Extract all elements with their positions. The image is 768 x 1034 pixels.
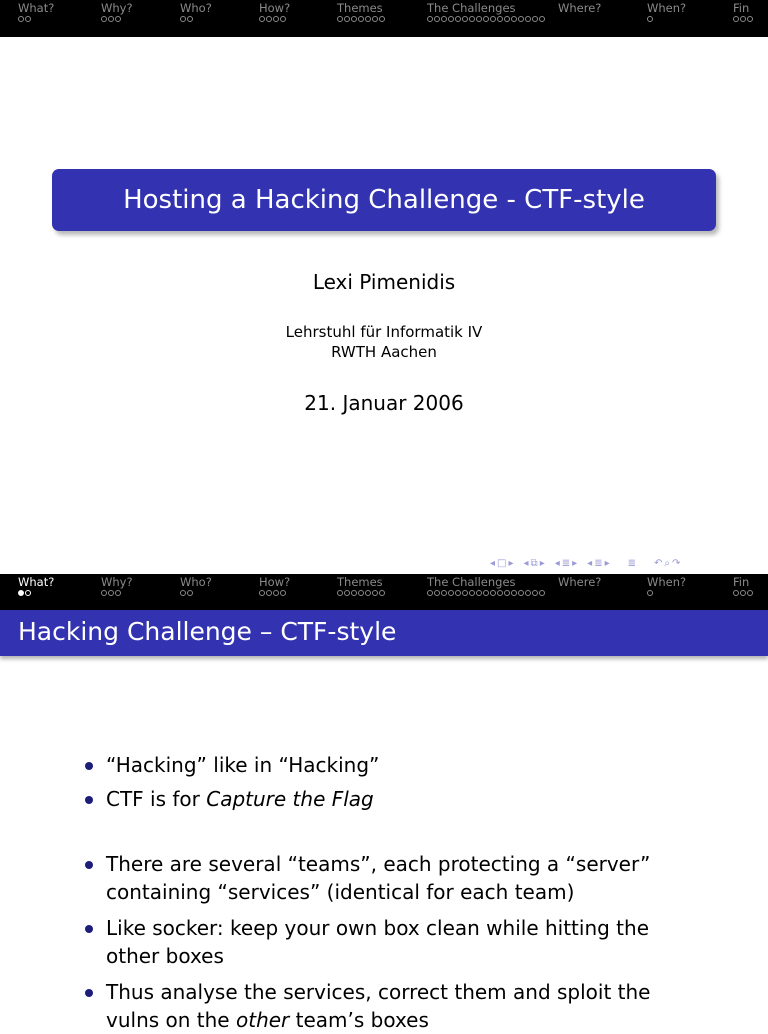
nav-dot-icon[interactable] [18,16,24,22]
nav-dot-icon[interactable] [740,16,746,22]
nav-section-fin[interactable]: Fin [733,574,753,596]
nav-dot-icon[interactable] [266,590,272,596]
nav-dot-icon[interactable] [101,590,107,596]
nav-dot-icon[interactable] [187,590,193,596]
nav-dot-icon[interactable] [441,16,447,22]
nav-dot-icon[interactable] [455,16,461,22]
nav-section-fin[interactable]: Fin [733,0,753,22]
subsection-frame-icon[interactable]: ⧉ [530,557,538,569]
nav-dot-icon[interactable] [344,16,350,22]
nav-section-who[interactable]: Who? [180,0,212,22]
nav-dot-icon[interactable] [101,16,107,22]
nav-dot-icon[interactable] [25,590,31,596]
nav-dot-icon[interactable] [344,590,350,596]
bullet-icon [85,989,93,997]
nav-dot-icon[interactable] [518,590,524,596]
search-icon[interactable]: ⌕ [664,557,671,569]
bullet-list-1 [84,751,704,813]
nav-dot-icon[interactable] [187,16,193,22]
subsection-icon[interactable]: ≣ [561,557,571,569]
nav-dot-icon[interactable] [740,590,746,596]
nav-section-what[interactable]: What? [18,0,54,22]
nav-dot-icon[interactable] [379,590,385,596]
nav-dot-icon[interactable] [108,590,114,596]
frame-title: Hacking Challenge – CTF-style [18,617,397,646]
nav-left-arrow-icon[interactable]: ◂ [587,557,593,569]
back-icon[interactable]: ↶ [654,557,663,569]
institute-line2: RWTH Aachen [331,343,437,361]
nav-dot-icon[interactable] [266,16,272,22]
bullet-icon [85,925,93,933]
nav-dot-icon[interactable] [476,16,482,22]
nav-dot-icon[interactable] [455,590,461,596]
nav-dot-icon[interactable] [490,16,496,22]
nav-dot-icon[interactable] [379,16,385,22]
nav-dot-icon[interactable] [647,16,653,22]
nav-dot-icon[interactable] [180,590,186,596]
bullet-icon [85,861,93,869]
nav-dot-icon[interactable] [273,16,279,22]
nav-dot-icon[interactable] [372,16,378,22]
nav-dot-icon[interactable] [25,16,31,22]
nav-dot-icon[interactable] [115,16,121,22]
nav-section-when[interactable]: When? [647,0,686,22]
date: 21. Januar 2006 [304,391,464,415]
frame-icon[interactable]: □ [497,557,507,569]
nav-dot-icon[interactable] [504,590,510,596]
nav-section-themes[interactable]: Themes [337,0,385,22]
nav-left-arrow-icon[interactable]: ◂ [554,557,560,569]
navbar-slide2 [0,574,768,611]
nav-dot-icon[interactable] [747,590,753,596]
nav-dot-icon[interactable] [434,590,440,596]
list-item: Like socker: keep your own box clean while hitting the other boxes [84,914,704,970]
list-item: “Hacking” like in “Hacking” [84,751,704,779]
nav-right-arrow-icon[interactable]: ▸ [572,557,578,569]
nav-dot-icon[interactable] [365,16,371,22]
nav-dot-icon[interactable] [351,590,357,596]
nav-dot-icon[interactable] [518,16,524,22]
navbar-top [0,0,768,37]
nav-dot-icon[interactable] [448,16,454,22]
nav-dot-icon[interactable] [497,590,503,596]
nav-dot-icon[interactable] [733,16,739,22]
align-icon[interactable]: ≣ [627,557,637,569]
nav-dot-icon[interactable] [115,590,121,596]
section-icon[interactable]: ≣ [594,557,603,569]
nav-section-where[interactable]: Where? [558,575,602,589]
nav-right-arrow-icon[interactable]: ▸ [604,557,610,569]
nav-dot-icon[interactable] [280,16,286,22]
nav-dot-icon[interactable] [18,590,24,596]
nav-dot-icon[interactable] [280,590,286,596]
list-item: Thus analyse the services, correct them and sploit the vulns on the other team’s boxes [84,978,704,1034]
nav-dot-icon[interactable] [511,16,517,22]
nav-section-challenges[interactable]: The Challenges [427,0,545,22]
nav-dot-icon[interactable] [747,16,753,22]
nav-dot-icon[interactable] [532,590,538,596]
nav-left-arrow-icon[interactable]: ◂ [490,557,496,569]
nav-dot-icon[interactable] [365,590,371,596]
nav-section-how[interactable]: How? [259,574,290,596]
nav-dot-icon[interactable] [427,16,433,22]
nav-section-what[interactable]: What? [18,574,54,596]
nav-dot-icon[interactable] [337,590,343,596]
nav-dot-icon[interactable] [441,590,447,596]
nav-dot-icon[interactable] [469,16,475,22]
nav-dot-icon[interactable] [539,590,545,596]
nav-dot-icon[interactable] [337,16,343,22]
nav-dot-icon[interactable] [427,590,433,596]
nav-dot-icon[interactable] [351,16,357,22]
nav-dot-icon[interactable] [259,16,265,22]
nav-dot-icon[interactable] [476,590,482,596]
institute-line1: Lehrstuhl für Informatik IV [285,323,483,341]
frame-title-bar [0,610,768,656]
nav-dot-icon[interactable] [497,16,503,22]
bullet-icon [85,762,93,770]
nav-dot-icon[interactable] [490,590,496,596]
nav-section-who[interactable]: Who? [180,574,212,596]
presentation-title: Hosting a Hacking Challenge - CTF-style [123,185,645,215]
nav-dot-icon[interactable] [532,16,538,22]
nav-dot-icon[interactable] [180,16,186,22]
nav-dot-icon[interactable] [483,590,489,596]
nav-dot-icon[interactable] [647,590,653,596]
nav-dot-icon[interactable] [504,16,510,22]
nav-section-how[interactable]: How? [259,0,290,22]
nav-dot-icon[interactable] [525,590,531,596]
nav-dot-icon[interactable] [733,590,739,596]
nav-dot-icon[interactable] [448,590,454,596]
nav-right-arrow-icon[interactable]: ▸ [508,557,514,569]
nav-dot-icon[interactable] [462,16,468,22]
nav-left-arrow-icon[interactable]: ◂ [523,557,529,569]
nav-dot-icon[interactable] [462,590,468,596]
nav-section-when[interactable]: When? [647,574,686,596]
nav-dot-icon[interactable] [469,590,475,596]
nav-dot-icon[interactable] [434,16,440,22]
bullet-icon [85,796,93,804]
beamer-nav-symbols [490,556,680,570]
nav-section-challenges[interactable]: The Challenges [427,574,545,596]
nav-dot-icon[interactable] [539,16,545,22]
title-box [52,169,716,231]
list-item: CTF is for Capture the Flag [84,785,704,813]
nav-right-arrow-icon[interactable]: ▸ [539,557,545,569]
nav-dot-icon[interactable] [483,16,489,22]
forward-icon[interactable]: ↷ [672,557,681,569]
nav-section-where[interactable]: Where? [558,1,602,15]
list-item: There are several “teams”, each protecting a “server” containing “services” (identical for each team) [84,850,704,906]
bullet-list-2 [84,850,704,1034]
nav-dot-icon[interactable] [525,16,531,22]
nav-dot-icon[interactable] [358,590,364,596]
nav-section-themes[interactable]: Themes [337,574,385,596]
nav-dot-icon[interactable] [358,16,364,22]
nav-section-why[interactable]: Why? [101,0,133,22]
nav-dot-icon[interactable] [511,590,517,596]
nav-dot-icon[interactable] [372,590,378,596]
nav-dot-icon[interactable] [259,590,265,596]
nav-section-why[interactable]: Why? [101,574,133,596]
nav-dot-icon[interactable] [108,16,114,22]
nav-dot-icon[interactable] [273,590,279,596]
author: Lexi Pimenidis [312,270,456,294]
